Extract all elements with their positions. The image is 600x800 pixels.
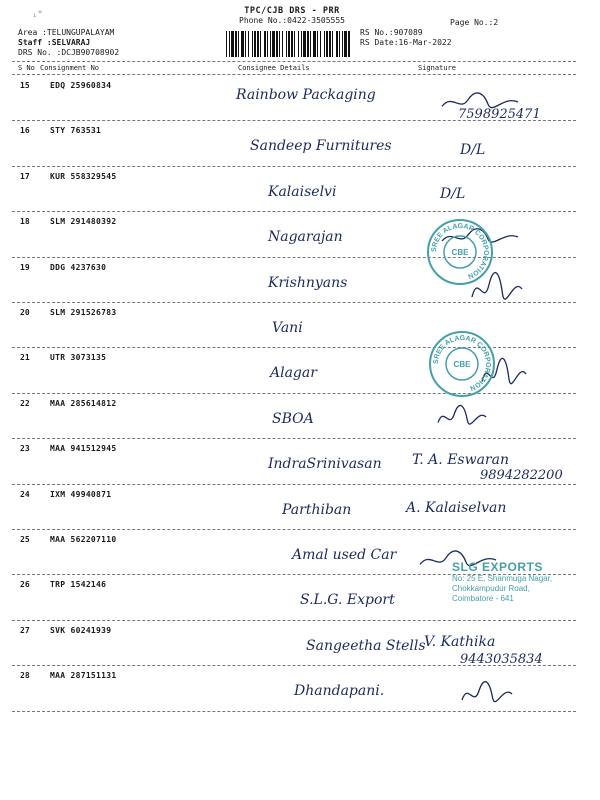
- area-label: Area :TELUNGUPALAYAM: [18, 28, 115, 37]
- row-consignee: Sandeep Furnitures: [250, 138, 392, 155]
- barcode: [226, 31, 352, 57]
- company-stamp: [428, 330, 496, 398]
- row-consignment-no: MAA 941512945: [50, 444, 117, 454]
- row-sno: 16: [20, 126, 30, 136]
- document-title: TPC/CJB DRS - PRR: [244, 6, 340, 16]
- col-consignment: Consignment No: [40, 64, 100, 72]
- row-sno: 18: [20, 217, 30, 227]
- row-consignment-no: SVK 60241939: [50, 625, 112, 635]
- row-sno: 23: [20, 444, 30, 454]
- row-consignee: Vani: [272, 320, 303, 336]
- col-sno: S No: [18, 64, 35, 72]
- row-sno: 17: [20, 171, 30, 181]
- row-consignment-no: MAA 285614812: [50, 398, 117, 408]
- phone-number: Phone No.:0422-3505555: [239, 16, 345, 25]
- row-consignment-no: EDQ 25960834: [50, 81, 112, 90]
- table-row: [0, 444, 600, 488]
- table-row: [0, 671, 600, 715]
- row-signature: D/L: [440, 185, 466, 202]
- row-signature: A. Kalaiselvan: [406, 499, 507, 516]
- svg-text:SREE ALAGAR CORPORATION: SREE ALAGAR CORPORATION: [430, 222, 490, 280]
- row-consignee: Amal used Car: [292, 547, 397, 563]
- divider: [12, 620, 576, 621]
- table-row: [0, 172, 600, 216]
- divider: [12, 120, 576, 121]
- drs-number: DRS No. :DCJB90708902: [18, 48, 120, 57]
- slg-stamp-line: Coimbatore - 641: [452, 594, 514, 603]
- table-row: [0, 217, 600, 261]
- row-consignment-no: DDG 4237630: [50, 262, 107, 272]
- divider: [12, 211, 576, 212]
- slg-stamp-line: No: 25 E, Shanmuga Nagar,: [452, 574, 553, 583]
- table-row: [0, 490, 600, 534]
- divider: [12, 711, 576, 712]
- table-row: [0, 81, 600, 125]
- divider: [12, 166, 576, 167]
- svg-text:CBE: CBE: [451, 248, 469, 257]
- row-signature: T. A. Eswaran: [412, 452, 509, 469]
- col-signature: Signature: [418, 64, 456, 72]
- svg-text:SREE ALAGAR CORPORATION: SREE ALAGAR CORPORATION: [432, 334, 492, 392]
- table-row: [0, 263, 600, 307]
- company-stamp: [426, 218, 494, 286]
- divider: [12, 438, 576, 439]
- divider: [12, 665, 576, 666]
- row-consignment-no: IXM 49940871: [50, 489, 112, 499]
- table-row: [0, 626, 600, 670]
- row-consignee: Kalaiselvi: [268, 183, 337, 200]
- row-sno: 21: [20, 353, 30, 363]
- signature-scribble: [460, 679, 514, 709]
- slg-exports-stamp: [452, 560, 577, 606]
- row-phone: 7598925471: [458, 107, 541, 122]
- row-sno: 20: [20, 308, 30, 317]
- row-consignee: Nagarajan: [268, 229, 343, 246]
- row-consignee: Alagar: [270, 365, 317, 382]
- table-row: [0, 308, 600, 352]
- row-consignment-no: MAA 287151131: [50, 671, 117, 681]
- row-consignment-no: TRP 1542146: [50, 580, 107, 590]
- row-consignee: IndraSrinivasan: [268, 456, 382, 473]
- header-center: [222, 6, 362, 26]
- table-row: [0, 126, 600, 170]
- corner-mark: ᵢ°: [32, 10, 43, 20]
- row-consignee: SBOA: [272, 410, 314, 427]
- row-sno: 19: [20, 262, 30, 272]
- row-consignment-no: KUR 558329545: [50, 171, 117, 181]
- row-consignment-no: SLM 291526783: [50, 308, 117, 317]
- svg-text:CBE: CBE: [453, 360, 471, 369]
- divider: [12, 302, 576, 303]
- divider: [12, 529, 576, 530]
- col-consignee: Consignee Details: [238, 64, 310, 72]
- rs-number: RS No.:907089: [360, 28, 423, 37]
- row-consignee: Parthiban: [282, 501, 352, 518]
- row-sno: 15: [20, 81, 30, 90]
- header-left: [18, 28, 119, 58]
- row-consignment-no: UTR 3073135: [50, 353, 107, 363]
- divider: [12, 61, 576, 62]
- row-consignment-no: SLM 291480392: [50, 217, 117, 227]
- row-consignee: Dhandapani.: [294, 683, 385, 700]
- divider: [12, 484, 576, 485]
- staff-label: Staff :SELVARAJ: [18, 38, 91, 47]
- row-sno: 28: [20, 671, 30, 681]
- row-sno: 26: [20, 580, 30, 590]
- table-row: [0, 399, 600, 443]
- table-row: [0, 353, 600, 397]
- row-phone: 9894282200: [480, 468, 563, 484]
- row-consignment-no: STY 763531: [50, 126, 102, 136]
- row-consignee: Rainbow Packaging: [236, 87, 376, 103]
- divider: [12, 74, 576, 75]
- row-consignee: Sangeetha Stells: [306, 637, 426, 654]
- row-phone: 9443035834: [460, 651, 543, 667]
- row-consignee: S.L.G. Export: [300, 592, 395, 609]
- row-sno: 24: [20, 489, 30, 499]
- rs-date: RS Date:16-Mar-2022: [360, 38, 452, 47]
- slg-stamp-line: Chokkampudur Road,: [452, 584, 530, 593]
- row-sno: 25: [20, 535, 30, 544]
- row-signature: D/L: [460, 142, 486, 159]
- row-sno: 22: [20, 398, 30, 408]
- row-consignee: Krishnyans: [268, 274, 348, 291]
- signature-scribble: [436, 403, 488, 431]
- row-consignment-no: MAA 562207110: [50, 535, 117, 544]
- slg-stamp-name: SLG EXPORTS: [452, 560, 543, 574]
- header-right: [360, 28, 452, 48]
- row-sno: 27: [20, 625, 30, 635]
- row-signature: V. Kathika: [424, 633, 496, 650]
- page-number: Page No.:2: [450, 18, 499, 27]
